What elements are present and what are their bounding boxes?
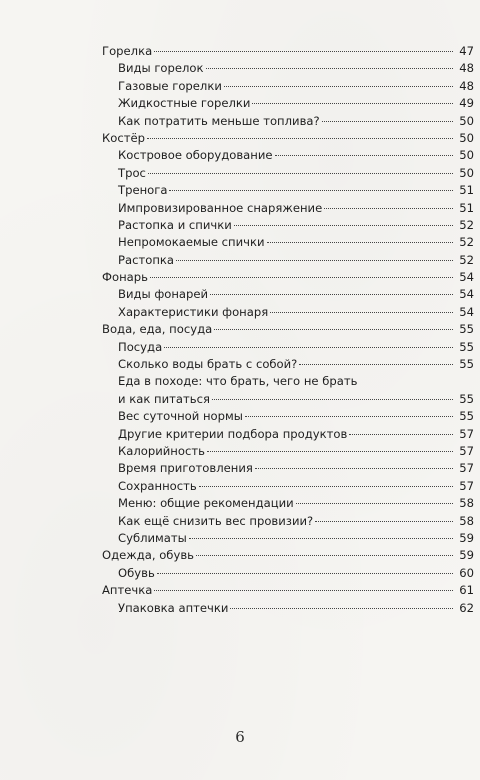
toc-entry-page: 55 bbox=[459, 339, 474, 354]
toc-entry-page: 57 bbox=[459, 478, 474, 493]
toc-entry-title: Трос bbox=[118, 165, 146, 180]
toc-entry-title: Обувь bbox=[118, 565, 155, 580]
dot-leader bbox=[245, 416, 453, 417]
dot-leader bbox=[147, 138, 453, 139]
dot-leader bbox=[207, 451, 453, 452]
toc-entry-page: 50 bbox=[459, 130, 474, 145]
toc-entry-page: 52 bbox=[459, 217, 474, 232]
toc-section bbox=[102, 600, 474, 617]
toc-section bbox=[102, 113, 474, 130]
toc-entry-title: Виды фонарей bbox=[118, 287, 209, 302]
toc-entry-title: Растопка bbox=[118, 252, 175, 267]
toc-entry-page: 51 bbox=[459, 183, 474, 198]
dot-leader bbox=[296, 503, 453, 504]
dot-leader bbox=[349, 434, 453, 435]
dot-leader bbox=[189, 538, 453, 539]
toc-entry-page: 50 bbox=[459, 165, 474, 180]
toc-section bbox=[102, 286, 474, 303]
toc-entry-page: 57 bbox=[459, 461, 474, 476]
toc-entry-title: Жидкостные горелки bbox=[118, 96, 251, 111]
toc-chapter bbox=[102, 43, 474, 60]
dot-leader bbox=[150, 277, 453, 278]
toc-entry-page: 60 bbox=[459, 565, 474, 580]
toc-entry-title: Виды горелок bbox=[118, 61, 204, 76]
toc-entry-title: Посуда bbox=[118, 339, 163, 354]
dot-leader bbox=[214, 329, 453, 330]
toc-entry-page: 59 bbox=[459, 530, 474, 545]
dot-leader bbox=[230, 608, 453, 609]
toc-section bbox=[102, 513, 474, 530]
toc-entry-page: 55 bbox=[459, 409, 474, 424]
toc-entry-title: Калорийность bbox=[118, 443, 205, 458]
dot-leader bbox=[154, 590, 453, 591]
toc-section bbox=[102, 495, 474, 512]
toc-entry-page: 55 bbox=[459, 322, 474, 337]
toc-section bbox=[102, 95, 474, 112]
toc-entry-page: 52 bbox=[459, 235, 474, 250]
dot-leader bbox=[255, 468, 453, 469]
toc-entry-title: Горелка bbox=[102, 44, 153, 58]
toc-section bbox=[102, 304, 474, 321]
toc-entry-page: 62 bbox=[459, 600, 474, 615]
dot-leader bbox=[324, 208, 453, 209]
toc-entry-title: Сколько воды брать с собой? bbox=[118, 357, 298, 372]
toc-section bbox=[102, 460, 474, 477]
dot-leader bbox=[148, 173, 453, 174]
toc-entry-page: 50 bbox=[459, 113, 474, 128]
dot-leader bbox=[224, 86, 453, 87]
toc-section bbox=[102, 60, 474, 77]
toc-section bbox=[102, 356, 474, 373]
table-of-contents bbox=[102, 43, 474, 617]
toc-entry-title: Непромокаемые спички bbox=[118, 235, 265, 250]
dot-leader bbox=[176, 260, 453, 261]
page-number: 6 bbox=[235, 728, 245, 746]
toc-entry-page: 58 bbox=[459, 513, 474, 528]
toc-entry-title: Другие критерии подбора продуктов bbox=[118, 426, 348, 441]
toc-entry-title: Костровое оборудование bbox=[118, 148, 273, 163]
dot-leader bbox=[234, 225, 453, 226]
toc-section bbox=[102, 478, 474, 495]
toc-section bbox=[102, 182, 474, 199]
toc-entry-title: Сохранность bbox=[118, 478, 197, 493]
dot-leader bbox=[252, 103, 453, 104]
toc-entry-page: 52 bbox=[459, 252, 474, 267]
toc-section bbox=[102, 391, 474, 408]
toc-entry-title: Меню: общие рекомендации bbox=[118, 496, 294, 511]
toc-section bbox=[102, 234, 474, 251]
toc-section bbox=[102, 443, 474, 460]
toc-entry-page: 59 bbox=[459, 548, 474, 563]
toc-chapter bbox=[102, 547, 474, 564]
dot-leader bbox=[299, 364, 453, 365]
toc-entry-title: Вес суточной нормы bbox=[118, 409, 243, 424]
toc-section bbox=[102, 530, 474, 547]
toc-entry-page: 47 bbox=[459, 44, 474, 58]
toc-entry-page: 57 bbox=[459, 443, 474, 458]
toc-section bbox=[102, 339, 474, 356]
toc-section bbox=[102, 200, 474, 217]
toc-entry-title: Импровизированное снаряжение bbox=[118, 200, 323, 215]
toc-section bbox=[102, 217, 474, 234]
dot-leader bbox=[154, 51, 453, 52]
toc-chapter bbox=[102, 321, 474, 338]
toc-entry-title: Время приготовления bbox=[118, 461, 253, 476]
toc-entry-page: 54 bbox=[459, 270, 474, 285]
toc-entry-title: Вода, еда, посуда bbox=[102, 322, 213, 337]
dot-leader bbox=[206, 68, 453, 69]
dot-leader bbox=[196, 555, 453, 556]
toc-section bbox=[102, 565, 474, 582]
toc-section bbox=[102, 165, 474, 182]
toc-entry-title: Сублиматы bbox=[118, 530, 187, 545]
toc-entry-title: Фонарь bbox=[102, 270, 148, 285]
toc-section bbox=[102, 426, 474, 443]
toc-entry-page: 61 bbox=[459, 583, 474, 598]
toc-entry-page: 54 bbox=[459, 304, 474, 319]
dot-leader bbox=[210, 294, 453, 295]
dot-leader bbox=[275, 155, 453, 156]
dot-leader bbox=[157, 573, 453, 574]
dot-leader bbox=[169, 190, 453, 191]
toc-entry-title: и как питаться bbox=[118, 391, 210, 406]
toc-entry-title: Как потратить меньше топлива? bbox=[118, 113, 320, 128]
toc-chapter bbox=[102, 130, 474, 147]
toc-entry-page: 51 bbox=[459, 200, 474, 215]
toc-entry-title: Газовые горелки bbox=[118, 78, 222, 93]
toc-section bbox=[102, 252, 474, 269]
toc-entry-title: Аптечка bbox=[102, 583, 153, 598]
toc-entry-page: 48 bbox=[459, 61, 474, 76]
toc-section bbox=[102, 147, 474, 164]
dot-leader bbox=[212, 399, 453, 400]
toc-entry-title: Еда в походе: что брать, чего не брать bbox=[118, 374, 358, 389]
dot-leader bbox=[315, 521, 453, 522]
toc-chapter bbox=[102, 582, 474, 599]
toc-entry-page: 55 bbox=[459, 357, 474, 372]
toc-entry-page: 49 bbox=[459, 96, 474, 111]
toc-entry-title: Как ещё снизить вес провизии? bbox=[118, 513, 314, 528]
dot-leader bbox=[199, 486, 453, 487]
toc-section bbox=[102, 78, 474, 95]
toc-entry-title: Одежда, обувь bbox=[102, 548, 194, 563]
toc-entry-page: 57 bbox=[459, 426, 474, 441]
toc-entry-page: 50 bbox=[459, 148, 474, 163]
toc-chapter bbox=[102, 269, 474, 286]
toc-section bbox=[102, 408, 474, 425]
toc-entry-page: 55 bbox=[459, 391, 474, 406]
toc-entry-title: Костёр bbox=[102, 130, 145, 145]
dot-leader bbox=[164, 347, 453, 348]
toc-section bbox=[102, 373, 474, 390]
toc-entry-title: Упаковка аптечки bbox=[118, 600, 229, 615]
toc-entry-page: 58 bbox=[459, 496, 474, 511]
toc-entry-page: 54 bbox=[459, 287, 474, 302]
dot-leader bbox=[270, 312, 453, 313]
dot-leader bbox=[267, 242, 453, 243]
toc-entry-title: Тренога bbox=[118, 183, 168, 198]
toc-entry-title: Растопка и спички bbox=[118, 217, 232, 232]
dot-leader bbox=[322, 121, 453, 122]
toc-entry-title: Характеристики фонаря bbox=[118, 304, 269, 319]
toc-entry-page: 48 bbox=[459, 78, 474, 93]
